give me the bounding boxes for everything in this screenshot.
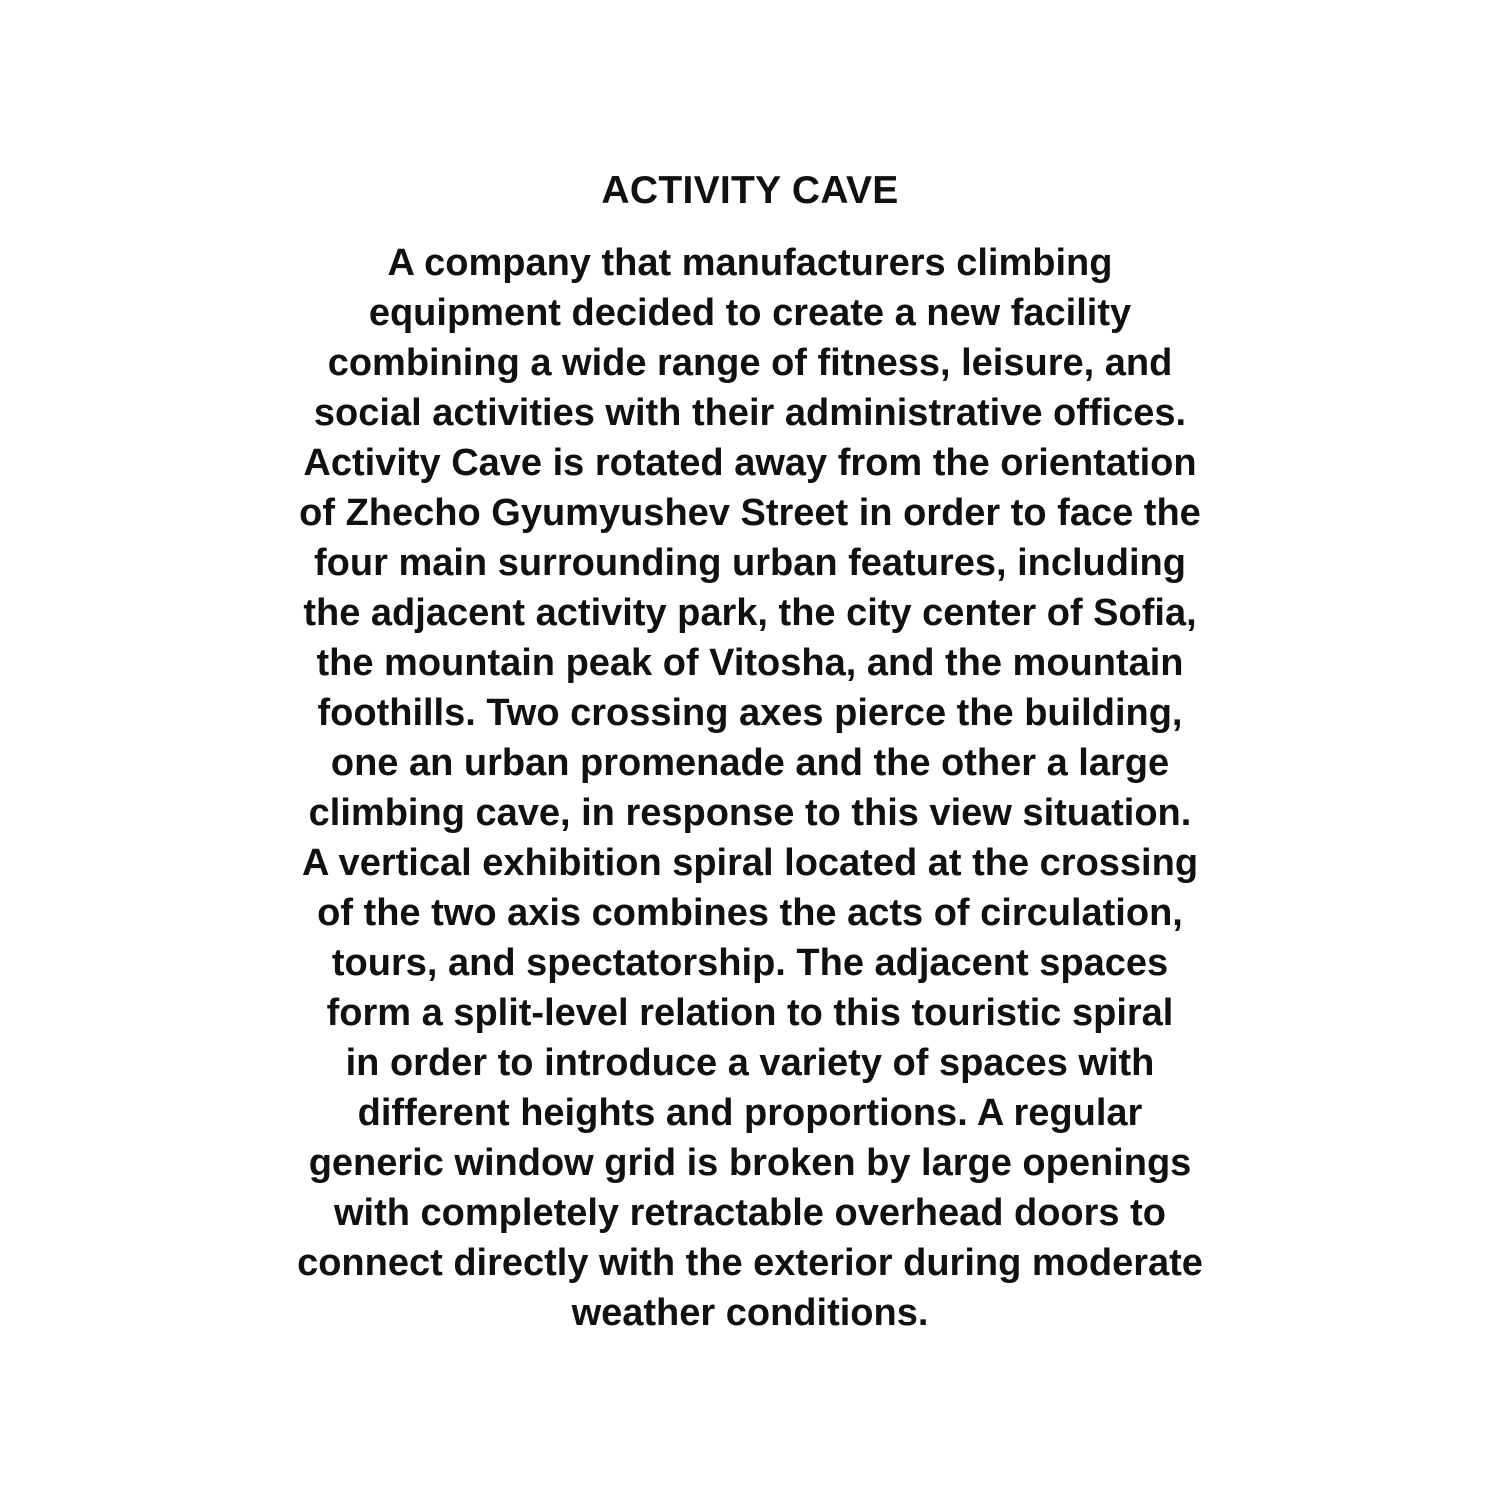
body-line: combining a wide range of fitness, leisure, and xyxy=(327,342,1173,384)
body-line: climbing cave, in response to this view situation. xyxy=(308,792,1192,834)
body-line: weather conditions. xyxy=(571,1292,929,1334)
body-line: generic window grid is broken by large openings xyxy=(308,1142,1192,1184)
body-line: A company that manufacturers climbing xyxy=(387,242,1113,284)
body-line: tours, and spectatorship. The adjacent spaces xyxy=(331,942,1169,984)
body-line: connect directly with the exterior during moderate xyxy=(297,1242,1203,1284)
document-title: ACTIVITY CAVE xyxy=(601,169,899,212)
body-line: different heights and proportions. A regular xyxy=(357,1092,1143,1134)
body-line: the adjacent activity park, the city center of Sofia, xyxy=(303,592,1197,634)
body-line: equipment decided to create a new facility xyxy=(368,292,1132,334)
body-line: in order to introduce a variety of spaces with xyxy=(345,1042,1155,1084)
body-line: form a split-level relation to this touristic spiral xyxy=(326,992,1174,1034)
document-body xyxy=(0,238,1500,1338)
body-line: foothills. Two crossing axes pierce the building, xyxy=(317,692,1183,734)
body-line: A vertical exhibition spiral located at the crossing xyxy=(301,842,1199,884)
body-line: of the two axis combines the acts of circulation, xyxy=(317,892,1183,934)
body-line: the mountain peak of Vitosha, and the mountain xyxy=(316,642,1184,684)
body-line: social activities with their administrative offices. xyxy=(313,392,1187,434)
body-line: one an urban promenade and the other a large xyxy=(330,742,1170,784)
body-line: Activity Cave is rotated away from the orientation xyxy=(303,442,1197,484)
body-line: with completely retractable overhead doors to xyxy=(334,1192,1166,1234)
body-line: four main surrounding urban features, including xyxy=(314,542,1186,584)
body-line: of Zhecho Gyumyushev Street in order to face the xyxy=(299,492,1201,534)
